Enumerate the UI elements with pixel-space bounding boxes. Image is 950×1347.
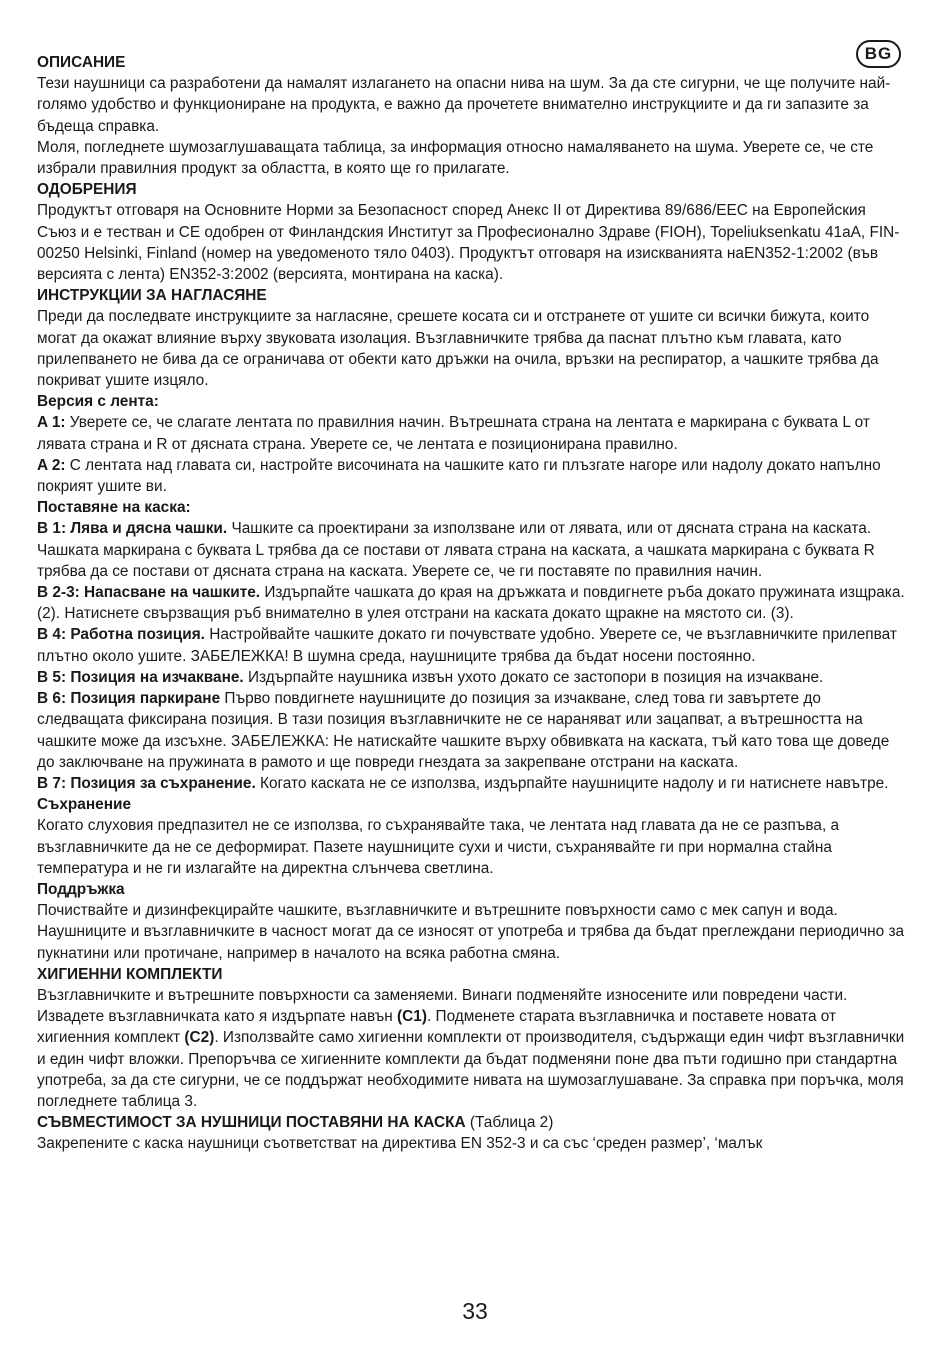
language-badge: BG bbox=[856, 40, 901, 68]
paragraph: Продуктът отговаря на Основните Норми за Безопасност според Анекс II от Директива 89/686/EEC на Европейския Съюз и е тестван и CE одобрен от Финландския Институт за Професионално Здраве (FIOH), Topeliuksenkatu 41aA, FIN-00250 Helsinki, Finland (номер на уведоменото тяло 0403). Продуктът отговаря на изискванията наEN352-1:2002 (във версията с лента) EN352-3:2002 (версията, монтирана на каска). bbox=[37, 202, 900, 284]
text-run: Възглавничките и вътрешните повърхности са заменяеми. Винаги подменяйте износените или повредени части. Извадете възглавничката като я издърпате навън bbox=[37, 986, 848, 1026]
paragraph: Моля, погледнете шумозаглушаващата таблица, за информация относно намаляването на шума. Уверете се, че сте избрали правилния продукт за областта, в която ще го прилагате. bbox=[37, 138, 874, 178]
heading-fitting-instructions: ИНСТРУКЦИИ ЗА НАГЛАСЯНЕ bbox=[37, 287, 267, 305]
document-body bbox=[37, 52, 907, 1155]
subheading-helmet-mounting: Поставяне на каска: bbox=[37, 499, 191, 517]
step-text: Настройвайте чашките докато ги почувствате удобно. Уверете се, че възглавничките прилепват плътно около ушите. ЗАБЕЛЕЖКА! В шумна среда, наушниците трябва да бъдат носени постоянно. bbox=[37, 626, 897, 665]
ref-c1: (C1) bbox=[397, 1008, 427, 1026]
heading-description: ОПИСАНИЕ bbox=[37, 54, 126, 71]
step-b4 bbox=[37, 624, 907, 666]
ref-c2: (C2) bbox=[184, 1029, 215, 1047]
step-b1 bbox=[37, 518, 907, 582]
step-label: B 6: Позиция паркиране bbox=[37, 690, 221, 708]
heading-storage: Съхранение bbox=[37, 796, 132, 814]
heading-maintenance: Поддръжка bbox=[37, 880, 125, 898]
paragraph bbox=[37, 985, 907, 1112]
heading-text: СЪВМЕСТИМОСТ ЗА НУШНИЦИ ПОСТАВЯНИ НА КАСКА bbox=[37, 1114, 466, 1132]
step-text: Издърпайте чашката до края на дръжката и повдигнете ръба докато пружината изщрака. (2). Натиснете свързващия ръб внимателно в улея отстрани на каската докато щракне на мястото си. (3). bbox=[37, 584, 905, 623]
subheading-headband-version: Версия с лента: bbox=[37, 393, 159, 411]
paragraph: Почиствайте и дизинфекцирайте чашките, възглавничките и вътрешните повърхности само с мек сапун и вода. Наушниците и възглавничките в часност могат да се износят от употреба и трябва да бъдат преглеждани периодично за пукнатини или протичане, например в началото на всяка работна смяна. bbox=[37, 902, 905, 962]
step-label: A 2: bbox=[37, 456, 66, 474]
page-number: 33 bbox=[462, 1298, 488, 1324]
heading-approvals: ОДОБРЕНИЯ bbox=[37, 181, 137, 199]
step-text: Уверете се, че слагате лентата по правилния начин. Вътрешната страна на лентата е маркирана с буквата L от лявата страна и R от дясната страна. Уверете се, че лентата е позиционирана правилно. bbox=[37, 414, 870, 453]
text-run: . Подменете старата възглавничка и поставете новата от хигиенния комплект bbox=[37, 1008, 837, 1047]
paragraph: Когато слуховия предпазител не се използва, го съхранявайте така, че лентата над главата да не се разпъва, а възглавничките да не се деформират. Пазете наушниците сухи и чисти, съхранявайте ги при нормална стайна температура и не ги излагайте на директна слънчева светлина. bbox=[37, 817, 840, 877]
step-a1 bbox=[37, 412, 907, 454]
step-text: Чашките са проектирани за използване или от лявата, или от дясната страна на каската. Чашката маркирана с буквата L трябва да се постави от лявата страна на каската, а чашката маркирана с буквата R трябва да се постави от дясната страна на каската. Уверете се, че ги поставяте по правилния начин. bbox=[37, 520, 875, 580]
heading-table-ref: (Таблица 2) bbox=[465, 1114, 554, 1132]
text-run: . Използвайте само хигиенни комплекти от производителя, съдържащи един чифт възглавнички и един чифт вложки. Препоръчва се хигиенните комплекти да бъдат подменяни поне два пъти годишно при стандартна употреба, за да сте сигурни, че се поддържат необходимите нивата на шумозаглушаване. За справка при поръчка, моля погледнете таблица 3. bbox=[37, 1029, 905, 1110]
step-b7 bbox=[37, 773, 907, 794]
step-text: С лентата над главата си, настройте височината на чашките като ги плъзгате нагоре или надолу докато напълно покрият ушите ви. bbox=[37, 456, 881, 496]
step-label: B 5: Позиция на изчакване. bbox=[37, 668, 244, 686]
paragraph: Тези наушници са разработени да намалят излагането на опасни нива на шум. За да сте сигурни, че ще получите най-голямо удобство и функциониране на продукта, е важно да прочетете внимателно инструкциите и да ги запазите за бъдеща справка. bbox=[37, 75, 891, 135]
step-b6 bbox=[37, 688, 907, 773]
step-a2 bbox=[37, 455, 907, 497]
step-text: Първо повдигнете наушниците до позиция за изчакване, след това ги завъртете до следващата фиксирана позиция. В тази позиция възглавничките не се нараняват или зацапват, а вътрешността на чашките може да изсъхне. ЗАБЕЛЕЖКА: Не натискайте чашките върху обвивката на каската, тъй като това ще доведе до заключване на пружината в рамото и ще повреди гнездата за закрепване отстрани на каската. bbox=[37, 690, 890, 771]
step-text: Издърпайте наушника извън ухото докато се застопори в позиция на изчакване. bbox=[243, 668, 824, 686]
step-label: B 7: Позиция за съхранение. bbox=[37, 774, 256, 792]
paragraph: Закрепените с каска наушници съответстват на директива EN 352-3 и са със ‘среден размер’, ‘малък bbox=[37, 1135, 763, 1153]
heading-helmet-compatibility bbox=[37, 1112, 907, 1133]
step-label: B 2-3: Напасване на чашките. bbox=[37, 584, 261, 602]
step-label: B 4: Работна позиция. bbox=[37, 626, 205, 644]
step-label: A 1: bbox=[37, 414, 66, 432]
paragraph: Преди да последвате инструкциите за нагласяне, срешете косата си и отстранете от ушите си всички бижута, които могат да окажат влияние върху звуковата изолация. Възглавничките трябва да паснат плътно към главата, като прилепването не бива да се ограничава от обекти като дръжки на очила, връзки на респиратор, а чашките трябва да покриват ушите изцяло. bbox=[37, 308, 879, 390]
step-text: Когато каската не се използва, издърпайте наушниците надолу и ги натиснете навътре. bbox=[255, 774, 889, 792]
step-b5 bbox=[37, 667, 907, 688]
step-label: B 1: Лява и дясна чашки. bbox=[37, 520, 228, 538]
heading-hygiene-kits: ХИГИЕННИ КОМПЛЕКТИ bbox=[37, 965, 223, 983]
step-b2-3 bbox=[37, 582, 907, 624]
